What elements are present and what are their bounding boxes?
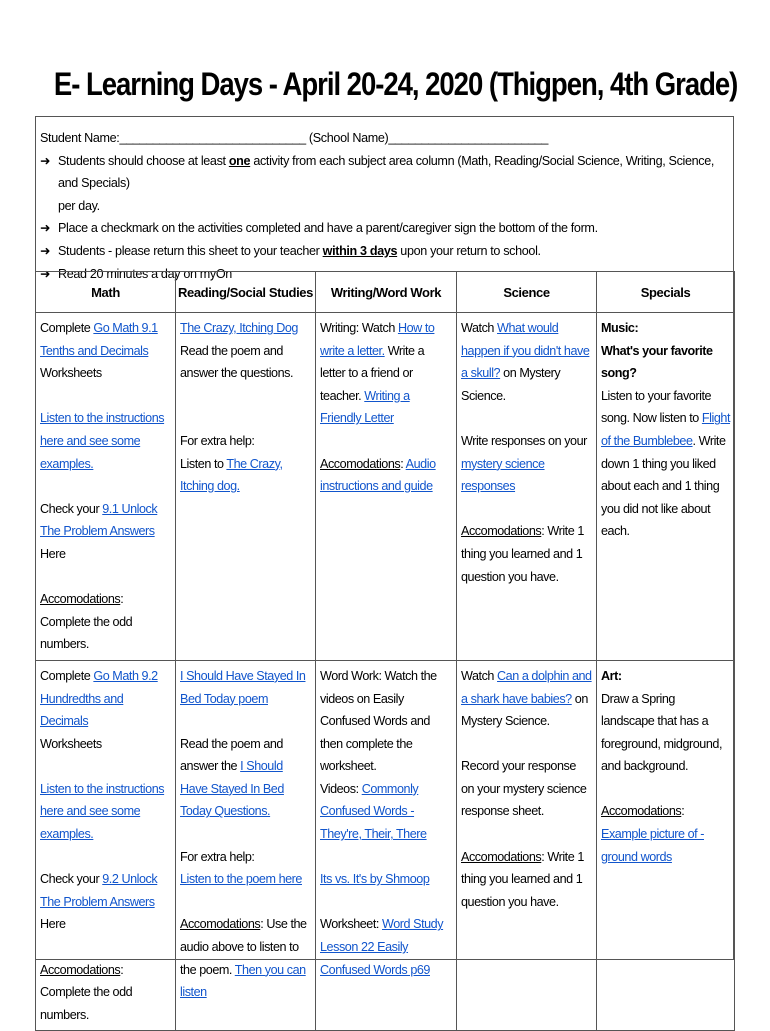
- instructions: [40, 127, 730, 285]
- page-title: E- Learning Days - April 20-24, 2020 (Thigpen, 4th Grade): [53, 66, 738, 102]
- activity-table: [35, 271, 735, 1031]
- instruction-item-continued: per day.: [58, 198, 100, 213]
- cell-math-day2: Complete Go Math 9.2 Hundredths and Decimals Worksheets Listen to the instructions here and see some examples. Check your 9.2 Unlock The Problem Answers Here Accomodations: Complete the odd numbers.: [36, 660, 176, 1031]
- arrow-icon: ➜: [40, 153, 51, 168]
- column-header-reading: Reading/Social Studies: [176, 272, 316, 313]
- dolphin-shark-video-link[interactable]: Can a dolphin and a shark have babies?: [461, 668, 592, 706]
- instructions-link[interactable]: Listen to the instructions here and see some examples.: [40, 411, 165, 471]
- unlock-answers-link[interactable]: 9.2 Unlock The Problem Answers: [40, 872, 158, 909]
- instruction-item: ➜ Students should choose at least one activity from each subject area column (Math, Reading/Social Science, Writing, Science, and Specials): [40, 150, 730, 195]
- audio-instructions-link[interactable]: Audio instructions and guide: [320, 456, 436, 494]
- column-header-science: Science: [457, 272, 597, 313]
- cell-writing-day1: Writing: Watch How to write a letter. Write a letter to a friend or teacher. Writing a Friendly Letter Accomodations: Audio instructions and guide: [316, 313, 457, 661]
- listen-poem-link[interactable]: Listen to the poem here: [180, 872, 302, 887]
- confused-words-video-link[interactable]: Commonly Confused Words - They're, Their, There: [320, 781, 427, 842]
- cell-specials-day2: Art: Draw a Spring landscape that has a foreground, midground, and background. Accomodations: Example picture of -ground words: [597, 660, 735, 1031]
- cell-reading-day2: I Should Have Stayed In Bed Today poem Read the poem and answer the I Should Have Stayed In Bed Today Questions. For extra help: Listen to the poem here Accomodations: Use the audio above to listen to the poem. Then you can listen: [176, 660, 316, 1031]
- cell-reading-day1: The Crazy, Itching Dog Read the poem and answer the questions. For extra help: Listen to The Crazy, Itching dog.: [176, 313, 316, 661]
- stayed-in-bed-poem-link[interactable]: I Should Have Stayed In Bed Today poem: [180, 668, 306, 706]
- instructions-link[interactable]: Listen to the instructions here and see some examples.: [40, 781, 165, 842]
- go-math-9-2-link[interactable]: Go Math 9.2 Hundredths and Decimals: [40, 668, 158, 729]
- crazy-itching-dog-link[interactable]: The Crazy, Itching Dog: [180, 321, 298, 335]
- then-you-can-listen-link[interactable]: Then you can listen: [180, 962, 306, 1000]
- word-study-worksheet-link[interactable]: Word Study Lesson 22 Easily Confused Words p69: [320, 917, 444, 977]
- cell-math-day1: Complete Go Math 9.1 Tenths and Decimals Worksheets Listen to the instructions here and see some examples. Check your 9.1 Unlock The Problem Answers Here Accomodations: Complete the odd numbers.: [36, 313, 176, 661]
- crazy-itching-dog-audio-link[interactable]: The Crazy, Itching dog.: [180, 456, 283, 494]
- instruction-item: ➜ Place a checkmark on the activities completed and have a parent/caregiver sign the bottom of the form.: [40, 217, 730, 240]
- ground-words-example-link[interactable]: Example picture of -ground words: [601, 827, 704, 864]
- cell-science-day1: Watch What would happen if you didn't have a skull? on Mystery Science. Write responses on your mystery science responses Accomodations: Write 1 thing you learned and 1 question you have.: [457, 313, 597, 661]
- arrow-icon: ➜: [40, 243, 51, 258]
- column-header-writing: Writing/Word Work: [316, 272, 457, 313]
- mystery-science-responses-link[interactable]: mystery science responses: [461, 456, 545, 494]
- arrow-icon: ➜: [40, 221, 51, 236]
- column-header-specials: Specials: [597, 272, 735, 313]
- arrow-icon: ➜: [40, 266, 51, 281]
- its-vs-its-link[interactable]: Its vs. It's by Shmoop: [320, 872, 430, 887]
- column-header-math: Math: [36, 272, 176, 313]
- unlock-answers-link[interactable]: 9.1 Unlock The Problem Answers: [40, 501, 158, 539]
- flight-bumblebee-link[interactable]: Flight of the Bumblebee: [601, 411, 731, 448]
- student-name-line: Student Name:____________________________ (School Name)________________________: [40, 131, 549, 145]
- cell-writing-day2: Word Work: Watch the videos on Easily Confused Words and then complete the worksheet. Videos: Commonly Confused Words - They're, Their, There Its vs. It's by Shmoop Worksheet: Word Study Lesson 22 Easily Confused Words p69: [316, 660, 457, 1031]
- instruction-item: ➜ Read 20 minutes a day on myOn: [40, 263, 730, 286]
- instruction-item: ➜ Students - please return this sheet to your teacher within 3 days upon your return to school.: [40, 240, 730, 263]
- activity-sheet: [35, 116, 734, 1022]
- go-math-9-1-link[interactable]: Go Math 9.1 Tenths and Decimals: [40, 321, 158, 358]
- how-to-write-letter-link[interactable]: How to write a letter.: [320, 321, 435, 358]
- stayed-in-bed-questions-link[interactable]: I Should Have Stayed In Bed Today Questions.: [180, 759, 284, 819]
- skull-video-link[interactable]: What would happen if you didn't have a skull?: [461, 321, 590, 381]
- cell-science-day2: Watch Can a dolphin and a shark have babies? on Mystery Science. Record your response on your mystery science response sheet. Accomodations: Write 1 thing you learned and 1 question you have.: [457, 660, 597, 1031]
- cell-specials-day1: Music: What's your favorite song? Listen to your favorite song. Now listen to Flight of the Bumblebee. Write down 1 thing you liked about each and 1 thing you did not like about each.: [597, 313, 735, 661]
- friendly-letter-link[interactable]: Writing a Friendly Letter: [320, 388, 410, 426]
